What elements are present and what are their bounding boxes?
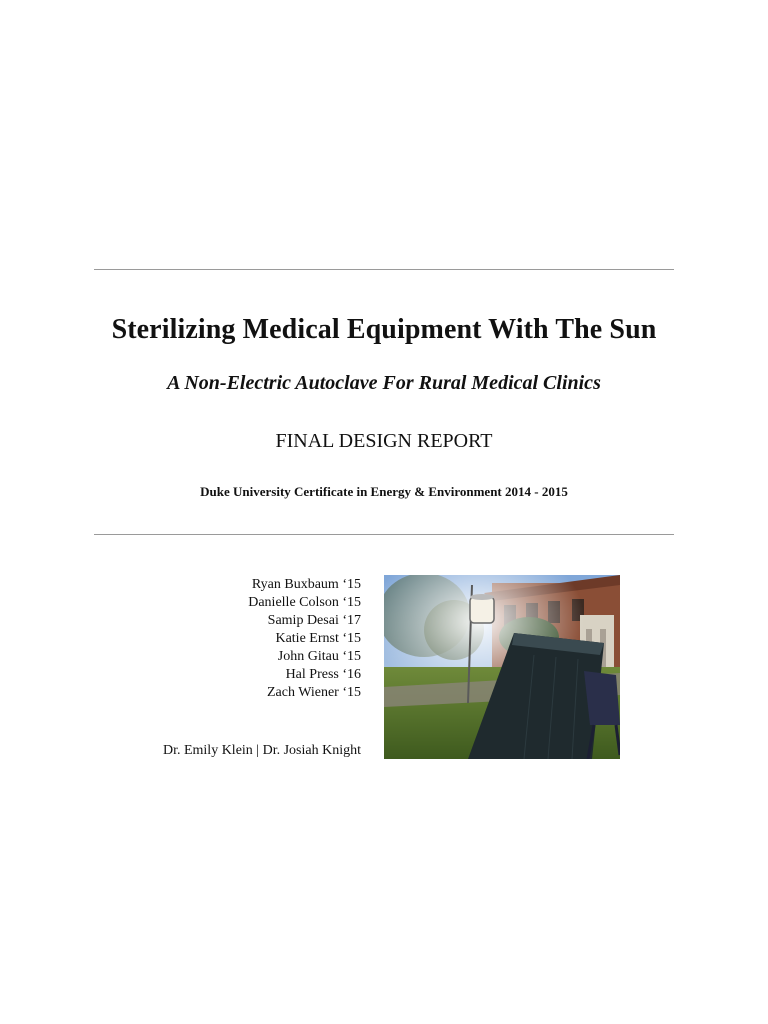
author-name: Hal Press ‘16 — [285, 667, 361, 682]
report-subtitle: A Non-Electric Autoclave For Rural Medical Clinics — [167, 372, 601, 394]
report-type: FINAL DESIGN REPORT — [275, 430, 493, 452]
top-divider — [94, 269, 674, 270]
author-name: Ryan Buxbaum ‘15 — [251, 577, 361, 592]
author-name: Katie Ernst ‘15 — [275, 631, 361, 646]
author-name: Samip Desai ‘17 — [267, 613, 361, 628]
report-title: Sterilizing Medical Equipment With The Sun — [111, 314, 657, 345]
author-name: Zach Wiener ‘15 — [266, 685, 361, 700]
program-line: Duke University Certificate in Energy & Environment 2014 - 2015 — [200, 484, 568, 499]
author-list — [248, 576, 361, 702]
solar-autoclave-photo — [384, 575, 620, 759]
author-name: John Gitau ‘15 — [277, 649, 361, 664]
advisors-line: Dr. Emily Klein | Dr. Josiah Knight — [162, 743, 361, 758]
bottom-divider — [94, 534, 674, 535]
author-name: Danielle Colson ‘15 — [248, 595, 361, 610]
